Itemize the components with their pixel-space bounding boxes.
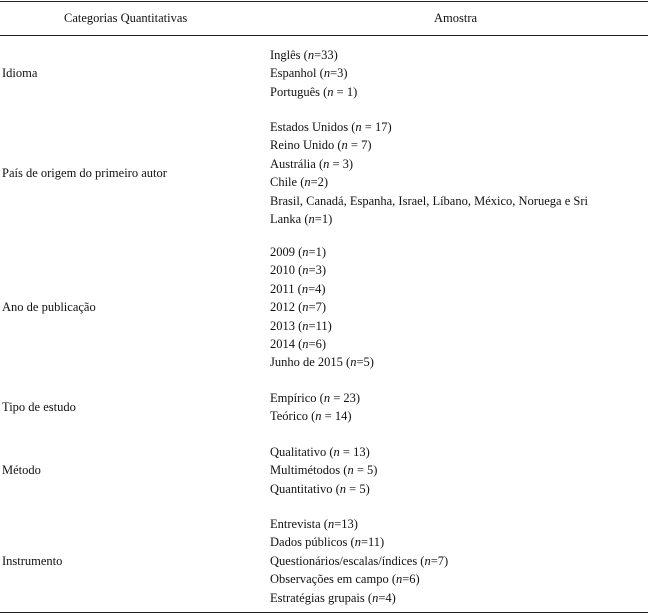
list-item: Dados públicos (n=11) bbox=[270, 535, 385, 550]
list-item: Austrália (n = 3) bbox=[270, 156, 354, 171]
list-item: Empírico (n = 23) bbox=[270, 391, 361, 405]
row-category: Instrumento bbox=[2, 553, 63, 568]
list-item: Inglês (n=33) bbox=[270, 48, 338, 62]
list-item: 2012 (n=7) bbox=[270, 300, 327, 315]
row-items bbox=[270, 46, 646, 101]
row-items bbox=[270, 389, 646, 426]
list-item: 2009 (n=1) bbox=[270, 245, 327, 259]
table-top-rule bbox=[0, 1, 648, 2]
table-header-rule bbox=[0, 35, 648, 36]
list-item: Entrevista (n=13) bbox=[270, 517, 358, 531]
row-items bbox=[270, 118, 646, 228]
list-item: 2013 (n=11) bbox=[270, 318, 332, 333]
list-item: Português (n = 1) bbox=[270, 84, 358, 99]
list-item: 2010 (n=3) bbox=[270, 263, 327, 278]
row-items bbox=[270, 515, 646, 607]
row-category: Ano de publicação bbox=[2, 300, 96, 315]
list-item: Lanka (n=1) bbox=[270, 212, 333, 227]
list-item: Observações em campo (n=6) bbox=[270, 572, 420, 587]
list-item: Brasil, Canadá, Espanha, Israel, Líbano, México, Noruega e Sri bbox=[270, 193, 588, 208]
table-bottom-rule bbox=[0, 612, 648, 613]
row-category: País de origem do primeiro autor bbox=[2, 166, 167, 180]
list-item: Junho de 2015 (n=5) bbox=[270, 355, 374, 370]
list-item: Reino Unido (n = 7) bbox=[270, 138, 372, 153]
list-item: Questionários/escalas/índices (n=7) bbox=[270, 553, 449, 568]
header-amostra: Amostra bbox=[434, 11, 478, 25]
list-item: Chile (n=2) bbox=[270, 175, 329, 190]
list-item: Qualitativo (n = 13) bbox=[270, 445, 370, 459]
row-items bbox=[270, 443, 646, 498]
list-item: Teórico (n = 14) bbox=[270, 409, 352, 424]
row-category: Método bbox=[2, 463, 41, 478]
list-item: Multimétodos (n = 5) bbox=[270, 463, 378, 478]
row-category: Idioma bbox=[2, 66, 38, 81]
header-categorias: Categorias Quantitativas bbox=[64, 11, 188, 25]
row-category: Tipo de estudo bbox=[2, 400, 76, 415]
row-items bbox=[270, 243, 646, 372]
list-item: Estados Unidos (n = 17) bbox=[270, 120, 392, 134]
list-item: 2014 (n=6) bbox=[270, 337, 327, 352]
list-item: Estratégias grupais (n=4) bbox=[270, 590, 396, 605]
list-item: Espanhol (n=3) bbox=[270, 66, 348, 81]
list-item: 2011 (n=4) bbox=[270, 281, 326, 296]
list-item: Quantitativo (n = 5) bbox=[270, 481, 370, 496]
